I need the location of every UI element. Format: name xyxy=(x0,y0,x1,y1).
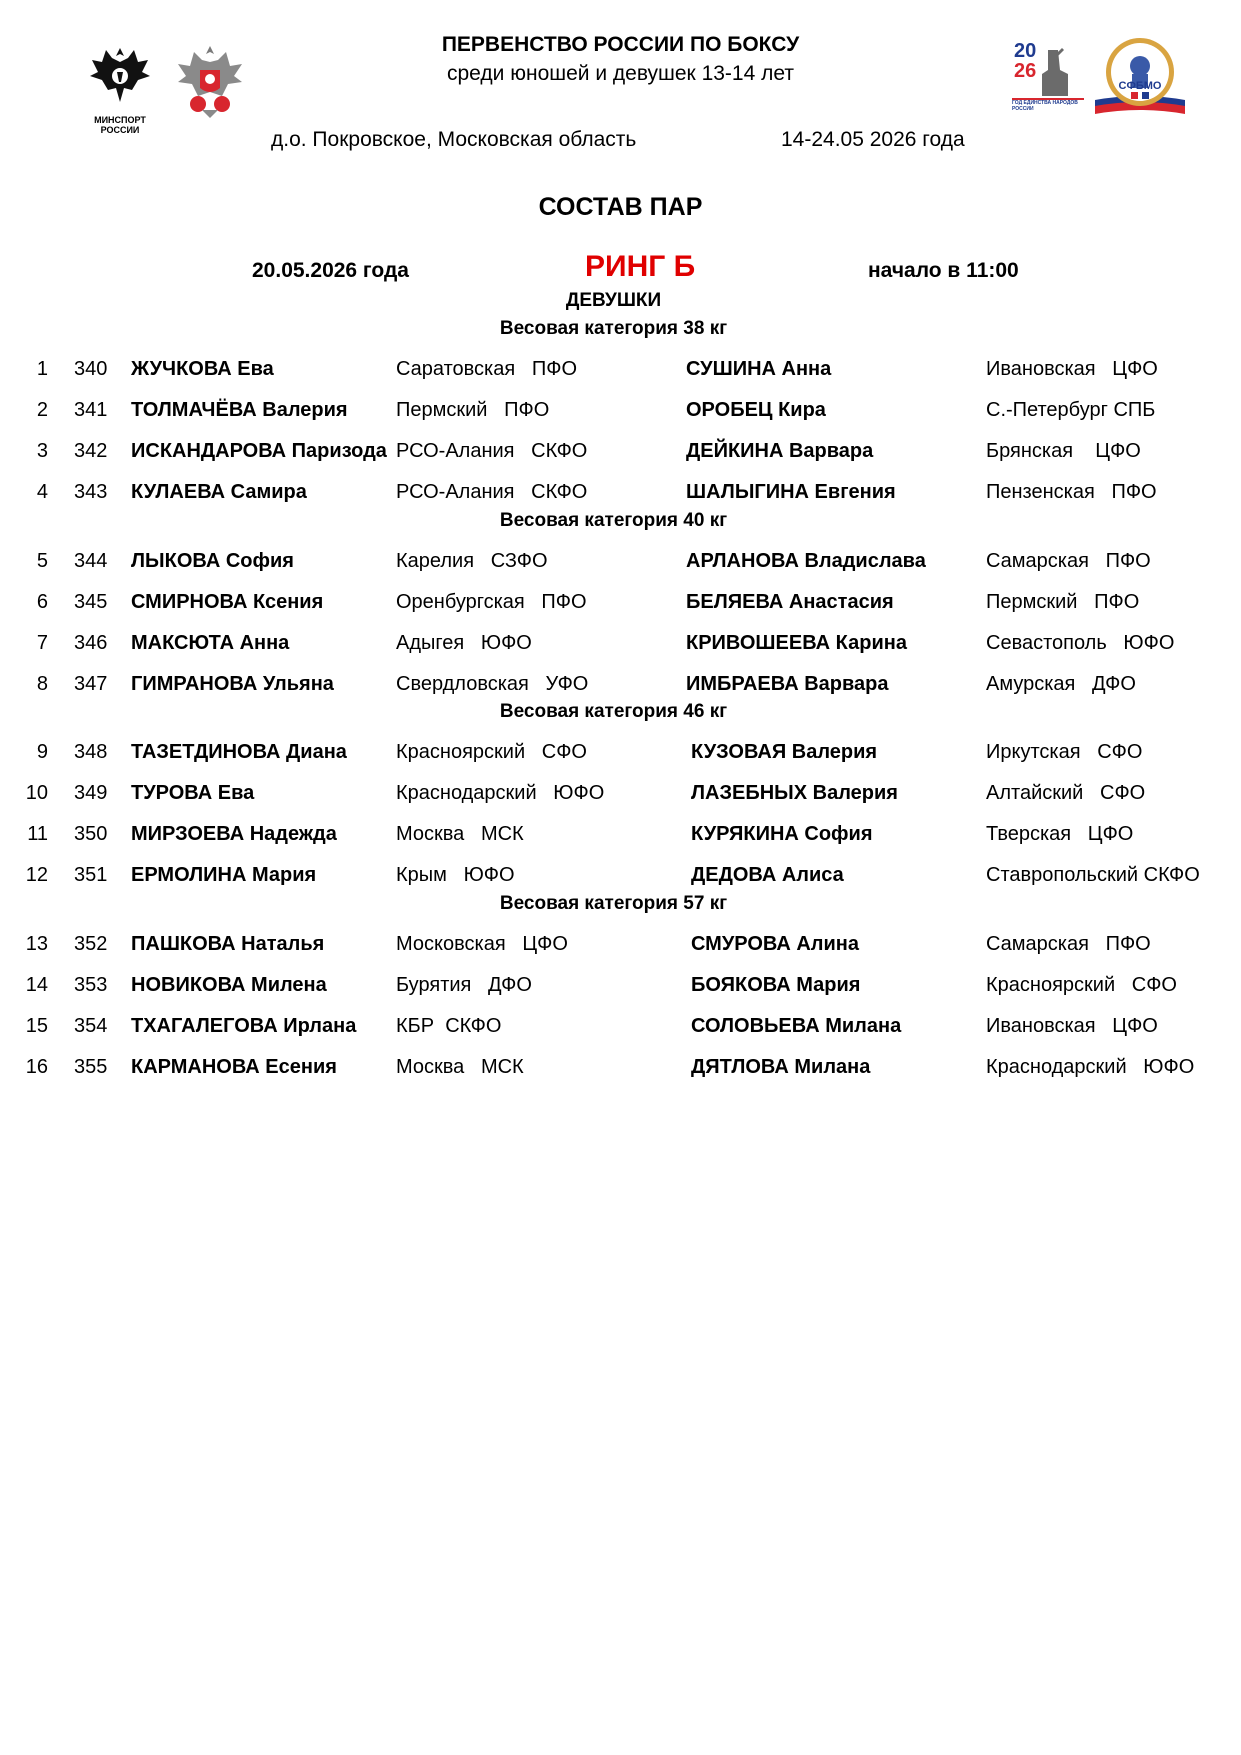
boxer-blue-region: Пензенская ПФО xyxy=(986,481,1157,503)
weight-category-title: Весовая категория 40 кг xyxy=(499,510,728,531)
boxer-blue-name: ОРОБЕЦ Кира xyxy=(686,399,826,421)
pair-row xyxy=(0,481,1241,511)
start-time: начало в 11:00 xyxy=(868,259,1019,282)
boxer-red-region: Карелия СЗФО xyxy=(396,550,548,572)
boxer-red-region: РСО-Алания СКФО xyxy=(396,481,588,503)
pair-row xyxy=(0,550,1241,580)
boxer-blue-name: СМУРОВА Алина xyxy=(691,933,860,955)
bout-number: 354 xyxy=(74,1015,108,1037)
boxer-red-region: Бурятия ДФО xyxy=(396,974,532,996)
bout-number: 340 xyxy=(74,358,108,380)
boxer-red-name: КАРМАНОВА Есения xyxy=(131,1056,337,1078)
boxer-blue-region: Ивановская ЦФО xyxy=(986,358,1158,380)
pair-row xyxy=(0,591,1241,621)
boxer-blue-region: Тверская ЦФО xyxy=(986,823,1134,845)
boxer-blue-region: Краснодарский ЮФО xyxy=(986,1056,1195,1078)
boxer-red-name: КУЛАЕВА Самира xyxy=(131,481,307,503)
pair-index: 15 xyxy=(25,1015,48,1037)
boxer-blue-name: ИМБРАЕВА Варвара xyxy=(686,673,889,695)
pair-row xyxy=(0,358,1241,388)
boxer-blue-name: КУРЯКИНА София xyxy=(691,823,873,845)
boxer-red-name: ГИМРАНОВА Ульяна xyxy=(131,673,334,695)
pair-index: 6 xyxy=(36,591,48,613)
sfbmo-abbr: СФБМО xyxy=(1118,80,1162,92)
boxer-blue-region: Алтайский СФО xyxy=(986,782,1146,804)
pair-row xyxy=(0,933,1241,963)
pair-index: 13 xyxy=(25,933,48,955)
boxer-red-region: Оренбургская ПФО xyxy=(396,591,587,613)
boxer-blue-name: СУШИНА Анна xyxy=(686,358,832,380)
boxer-blue-region: Ивановская ЦФО xyxy=(986,1015,1158,1037)
pair-row xyxy=(0,673,1241,703)
boxer-blue-name: ДЯТЛОВА Милана xyxy=(691,1056,871,1078)
minsport-caption-1: МИНСПОРТ xyxy=(94,115,146,125)
boxer-blue-region: Амурская ДФО xyxy=(986,673,1136,695)
boxer-blue-region: Ставропольский СКФО xyxy=(986,864,1200,886)
bout-number: 347 xyxy=(74,673,108,695)
boxer-blue-region: Севастополь ЮФО xyxy=(986,632,1175,654)
boxer-blue-name: СОЛОВЬЕВА Милана xyxy=(691,1015,902,1037)
boxer-blue-region: Красноярский СФО xyxy=(986,974,1177,996)
boxer-red-region: РСО-Алания СКФО xyxy=(396,440,588,462)
pair-row xyxy=(0,1015,1241,1045)
bout-number: 349 xyxy=(74,782,108,804)
pair-row xyxy=(0,864,1241,894)
pair-row xyxy=(0,782,1241,812)
pair-index: 10 xyxy=(25,782,48,804)
pair-row xyxy=(0,399,1241,429)
pair-index: 11 xyxy=(27,823,48,845)
pair-index: 2 xyxy=(36,399,48,421)
bout-number: 345 xyxy=(74,591,108,613)
boxer-red-name: МАКСЮТА Анна xyxy=(131,632,290,654)
boxer-red-name: ТУРОВА Ева xyxy=(131,782,255,804)
pair-row xyxy=(0,974,1241,1004)
boxer-blue-name: ШАЛЫГИНА Евгения xyxy=(686,481,896,503)
pair-index: 16 xyxy=(25,1056,48,1078)
event-dates: 14-24.05 2026 года xyxy=(781,128,965,151)
boxer-red-name: НОВИКОВА Милена xyxy=(131,974,327,996)
pair-row xyxy=(0,632,1241,662)
boxer-red-name: ТАЗЕТДИНОВА Диана xyxy=(131,741,347,763)
boxer-red-region: Москва МСК xyxy=(396,823,524,845)
venue: д.о. Покровское, Московская область xyxy=(271,128,637,151)
boxer-red-region: Краснодарский ЮФО xyxy=(396,782,605,804)
bout-number: 353 xyxy=(74,974,108,996)
boxer-blue-region: Самарская ПФО xyxy=(986,933,1151,955)
boxer-red-name: МИРЗОЕВА Надежда xyxy=(131,823,337,845)
boxer-red-name: ЛЫКОВА София xyxy=(131,550,294,572)
pair-index: 12 xyxy=(25,864,48,886)
boxer-red-name: ПАШКОВА Наталья xyxy=(131,933,325,955)
boxer-blue-name: БЕЛЯЕВА Анастасия xyxy=(686,591,894,613)
pair-index: 14 xyxy=(25,974,48,996)
boxer-blue-name: КУЗОВАЯ Валерия xyxy=(691,741,878,763)
bout-number: 343 xyxy=(74,481,108,503)
bout-number: 348 xyxy=(74,741,108,763)
boxer-red-region: Московская ЦФО xyxy=(396,933,568,955)
boxer-blue-name: ДЕДОВА Алиса xyxy=(691,864,844,886)
boxer-red-region: КБР СКФО xyxy=(396,1015,502,1037)
boxer-red-region: Крым ЮФО xyxy=(396,864,515,886)
bout-number: 350 xyxy=(74,823,108,845)
weight-category-title: Весовая категория 57 кг xyxy=(499,893,728,914)
boxer-blue-name: ЛАЗЕБНЫХ Валерия xyxy=(691,782,898,804)
pair-index: 4 xyxy=(36,481,48,503)
bout-number: 342 xyxy=(74,440,108,462)
page-heading: СОСТАВ ПАР xyxy=(538,193,703,221)
boxer-red-name: СМИРНОВА Ксения xyxy=(131,591,324,613)
pair-row xyxy=(0,823,1241,853)
boxer-blue-name: БОЯКОВА Мария xyxy=(691,974,861,996)
pair-index: 5 xyxy=(36,550,48,572)
pair-row xyxy=(0,1056,1241,1086)
bout-number: 352 xyxy=(74,933,108,955)
boxer-red-name: ЕРМОЛИНА Мария xyxy=(131,864,317,886)
bout-date: 20.05.2026 года xyxy=(252,259,409,282)
pair-index: 8 xyxy=(36,673,48,695)
boxer-red-region: Свердловская УФО xyxy=(396,673,589,695)
boxer-red-name: ИСКАНДАРОВА Паризода xyxy=(131,440,387,462)
boxer-blue-region: С.-Петербург СПБ xyxy=(986,399,1156,421)
boxer-blue-region: Брянская ЦФО xyxy=(986,440,1141,462)
boxer-blue-name: КРИВОШЕЕВА Карина xyxy=(686,632,907,654)
pair-row xyxy=(0,440,1241,470)
weight-category-title: Весовая категория 38 кг xyxy=(499,318,728,339)
year-top-text: 20 xyxy=(1014,40,1037,62)
pair-index: 1 xyxy=(36,358,48,380)
boxer-red-region: Адыгея ЮФО xyxy=(396,632,532,654)
bout-number: 341 xyxy=(74,399,108,421)
championship-title: ПЕРВЕНСТВО РОССИИ ПО БОКСУ xyxy=(441,33,800,56)
year-caption: ГОД ЕДИНСТВА НАРОДОВ РОССИИ xyxy=(1012,100,1078,112)
boxer-red-region: Саратовская ПФО xyxy=(396,358,578,380)
boxer-blue-region: Пермский ПФО xyxy=(986,591,1140,613)
boxer-red-name: ТХАГАЛЕГОВА Ирлана xyxy=(131,1015,357,1037)
bout-number: 355 xyxy=(74,1056,108,1078)
bout-number: 344 xyxy=(74,550,108,572)
weight-category-title: Весовая категория 46 кг xyxy=(499,701,728,722)
bout-number: 346 xyxy=(74,632,108,654)
minsport-caption-2: РОССИИ xyxy=(100,125,140,135)
championship-subtitle: среди юношей и девушек 13-14 лет xyxy=(447,62,794,85)
boxer-red-region: Пермский ПФО xyxy=(396,399,550,421)
boxer-red-name: ЖУЧКОВА Ева xyxy=(131,358,274,380)
gender-group: ДЕВУШКИ xyxy=(565,290,662,311)
bout-number: 351 xyxy=(74,864,108,886)
boxer-red-region: Красноярский СФО xyxy=(396,741,587,763)
boxer-red-region: Москва МСК xyxy=(396,1056,524,1078)
pair-row xyxy=(0,741,1241,771)
boxer-blue-name: АРЛАНОВА Владислава xyxy=(686,550,926,572)
pair-index: 3 xyxy=(36,440,48,462)
boxer-blue-region: Иркутская СФО xyxy=(986,741,1143,763)
pair-index: 9 xyxy=(36,741,48,763)
year-bottom-text: 26 xyxy=(1014,60,1037,82)
boxer-blue-name: ДЕЙКИНА Варвара xyxy=(686,440,874,462)
boxer-blue-region: Самарская ПФО xyxy=(986,550,1151,572)
ring-label: РИНГ Б xyxy=(585,250,696,283)
boxer-red-name: ТОЛМАЧЁВА Валерия xyxy=(131,399,348,421)
pair-index: 7 xyxy=(36,632,48,654)
